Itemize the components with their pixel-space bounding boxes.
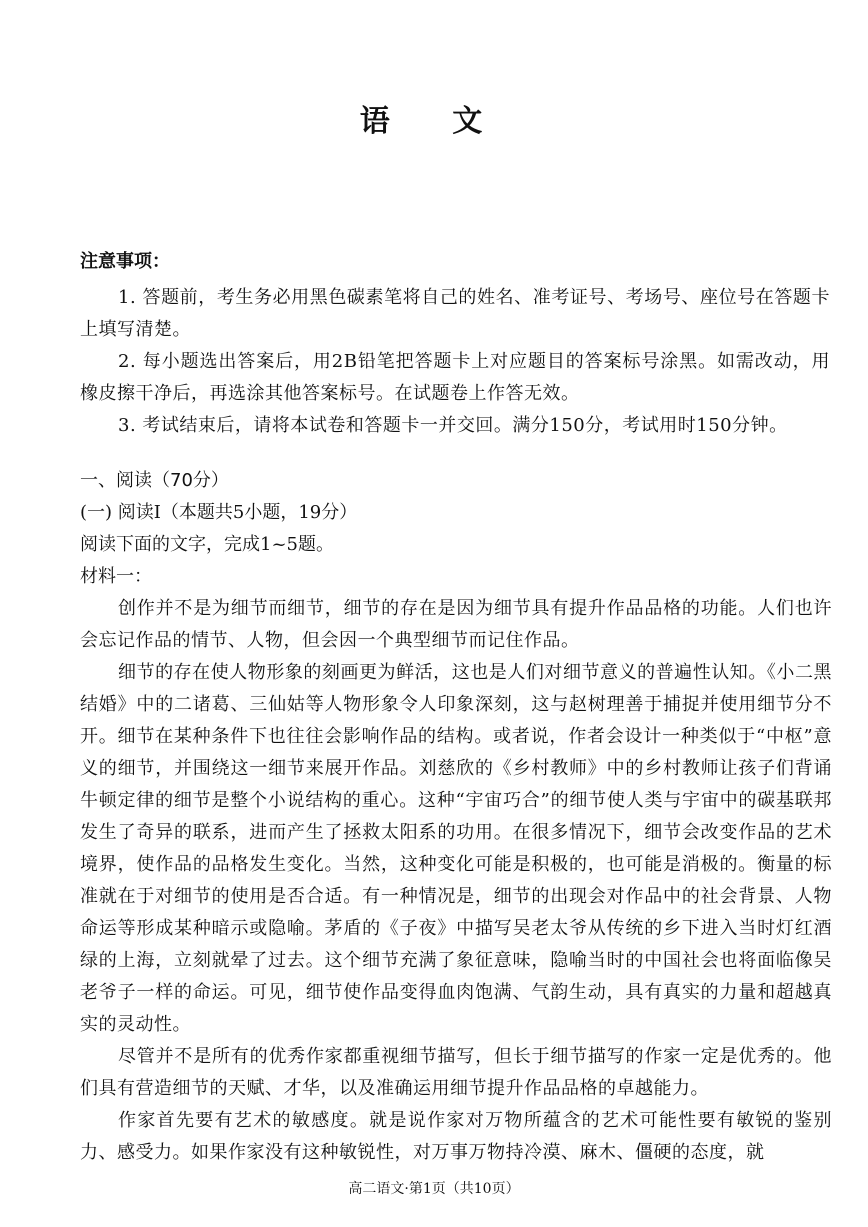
notice-heading: 注意事项：: [80, 251, 170, 272]
material-label: 材料一：: [80, 566, 152, 587]
notice-item-3: 3. 考试结束后，请将本试卷和答题卡一并交回。满分150分，考试用时150分钟。: [118, 415, 788, 436]
notice-item-1: 1. 答题前，考生务必用黑色碳素笔将自己的姓名、准考证号、考场号、座位号在答题卡上填写清楚。: [80, 287, 830, 340]
section-instruction: 阅读下面的文字，完成1~5题。: [80, 534, 334, 555]
paragraph-4: 作家首先要有艺术的敏感度。就是说作家对万物所蕴含的艺术可能性要有敏锐的鉴别力、感受力。如果作家没有这种敏锐性，对万事万物持冷漠、麻木、僵硬的态度，就: [80, 1110, 832, 1163]
paragraph-1: 创作并不是为细节而细节，细节的存在是因为细节具有提升作品品格的功能。人们也许会忘记作品的情节、人物，但会因一个典型细节而记住作品。: [80, 598, 832, 651]
paragraph-3: 尽管并不是所有的优秀作家都重视细节描写，但长于细节描写的作家一定是优秀的。他们具有营造细节的天赋、才华，以及准确运用细节提升作品品格的卓越能力。: [80, 1046, 832, 1099]
section-heading: 一、阅读（70分）: [80, 470, 229, 491]
notice-item-2: 2. 每小题选出答案后，用2B铅笔把答题卡上对应题目的答案标号涂黑。如需改动，用橡皮擦干净后，再选涂其他答案标号。在试题卷上作答无效。: [80, 351, 830, 404]
paragraph-2: 细节的存在使人物形象的刻画更为鲜活，这也是人们对细节意义的普遍性认知。《小二黑结婚》中的二诸葛、三仙姑等人物形象令人印象深刻，这与赵树理善于捕捉并使用细节分不开。细节在某种条件下也往往会影响作品的结构。或者说，作者会设计一种类似于“中枢”意义的细节，并围绕这一细节来展开作品。刘慈欣的《乡村教师》中的乡村教师让孩子们背诵牛顿定律的细节是整个小说结构的重心。这种“宇宙巧合”的细节使人类与宇宙中的碳基联邦发生了奇异的联系，进而产生了拯救太阳系的功用。在很多情况下，细节会改变作品的艺术境界，使作品的品格发生变化。当然，这种变化可能是积极的，也可能是消极的。衡量的标准就在于对细节的使用是否合适。有一种情况是，细节的出现会对作品中的社会背景、人物命运等形成某种暗示或隐喻。茅盾的《子夜》中描写吴老太爷从传统的乡下进入当时灯红酒绿的上海，立刻就晕了过去。这个细节充满了象征意味，隐喻当时的中国社会也将面临像吴老爷子一样的命运。可见，细节使作品变得血肉饱满、气韵生动，具有真实的力量和超越真实的灵动性。: [80, 662, 832, 1035]
section-subheading: (一) 阅读Ⅰ（本题共5小题，19分）: [80, 502, 358, 523]
page-title: 语 文: [359, 104, 509, 139]
reading-section: [80, 465, 832, 1169]
notice-section: [80, 250, 830, 442]
page-footer: 高二语文·第1页（共10页）: [348, 1181, 520, 1197]
